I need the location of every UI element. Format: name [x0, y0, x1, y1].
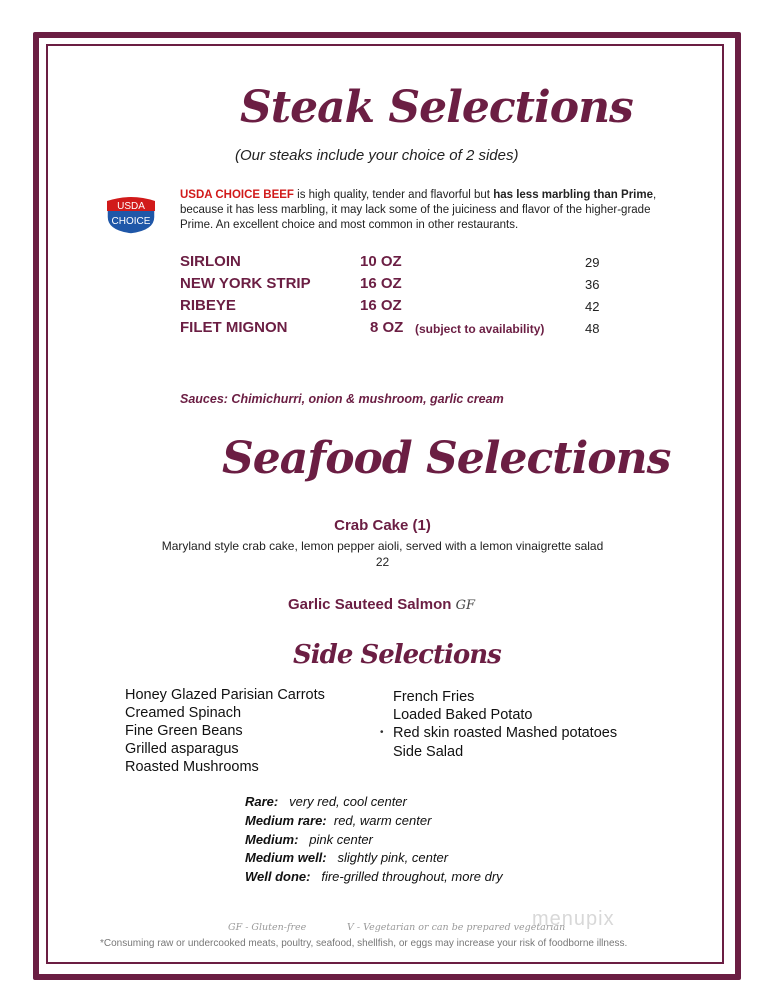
temp-item	[245, 869, 503, 884]
steak-item-price: 36	[585, 277, 600, 292]
temp-desc: pink center	[309, 832, 373, 847]
crab-cake-name: Crab Cake (1)	[334, 517, 431, 534]
steak-item-name: FILET MIGNON	[180, 319, 288, 336]
steak-item-price: 29	[585, 255, 600, 270]
usda-text-1: is high quality, tender and flavorful but	[293, 189, 494, 201]
steak-item-name: NEW YORK STRIP	[180, 275, 311, 292]
sides-title: Side Selections	[293, 640, 501, 670]
temp-label: Medium rare:	[245, 813, 327, 828]
steak-item-size: 10 OZ	[360, 253, 402, 270]
side-item: Creamed Spinach	[125, 705, 242, 721]
side-item: Side Salad	[393, 744, 464, 760]
temp-item	[245, 813, 431, 828]
usda-description	[180, 188, 680, 233]
side-item: Fine Green Beans	[125, 723, 243, 739]
temp-desc: very red, cool center	[289, 794, 407, 809]
temp-label: Medium:	[245, 832, 299, 847]
temp-item	[245, 832, 373, 847]
salmon-item	[288, 596, 475, 613]
side-item: Honey Glazed Parisian Carrots	[125, 687, 325, 703]
crab-cake-price: 22	[375, 555, 390, 569]
steak-item-size: 16 OZ	[360, 275, 402, 292]
badge-bottom-text: CHOICE	[111, 216, 151, 227]
steak-title: Steak Selections	[240, 82, 633, 133]
usda-choice-badge-icon	[105, 195, 157, 235]
side-item: Red skin roasted Mashed potatoes	[393, 725, 618, 741]
steak-subtitle: (Our steaks include your choice of 2 sides)	[235, 147, 519, 164]
gf-legend: GF - Gluten-free	[228, 922, 307, 933]
usda-bold-text: has less marbling than Prime	[493, 189, 653, 201]
v-legend: V - Vegetarian or can be prepared vegetarian	[347, 922, 566, 933]
side-item: Grilled asparagus	[125, 741, 239, 757]
seafood-title: Seafood Selections	[222, 433, 671, 484]
temp-desc: slightly pink, center	[337, 850, 449, 865]
salmon-gf-tag: GF	[455, 598, 475, 613]
temp-label: Rare:	[245, 794, 279, 809]
temp-desc: fire-grilled throughout, more dry	[321, 869, 503, 884]
steak-item-price: 48	[585, 321, 600, 336]
side-item: Roasted Mushrooms	[125, 759, 259, 775]
menupix-watermark: menupix	[532, 908, 615, 930]
steak-sauces: Sauces: Chimichurri, onion & mushroom, garlic cream	[180, 392, 504, 406]
usda-text-2: , because it has less marbling, it may lack some of the juiciness and flavor of the higher-grade Prime. An excellent choice and most common in other restaurants.	[180, 189, 657, 231]
salmon-name: Garlic Sauteed Salmon	[288, 596, 452, 613]
side-item: Loaded Baked Potato	[393, 707, 533, 723]
steak-item-price: 42	[585, 299, 600, 314]
badge-top-text: USDA	[117, 201, 145, 212]
side-item: French Fries	[393, 689, 475, 705]
steak-item-name: SIRLOIN	[180, 253, 241, 270]
temp-label: Medium well:	[245, 850, 327, 865]
temp-desc: red, warm center	[333, 813, 432, 828]
steak-item-size: 8 OZ	[370, 319, 404, 336]
crab-cake-description: Maryland style crab cake, lemon pepper aioli, served with a lemon vinaigrette salad	[161, 539, 604, 553]
bullet-dot-icon: •	[380, 727, 384, 738]
temp-item	[245, 794, 407, 809]
steak-item-note: (subject to availability)	[415, 322, 545, 336]
foodborne-warning: *Consuming raw or undercooked meats, poultry, seafood, shellfish, or eggs may increase your risk of foodborne illness.	[100, 938, 628, 949]
steak-item-size: 16 OZ	[360, 297, 402, 314]
temp-label: Well done:	[245, 869, 311, 884]
temp-item	[245, 850, 448, 865]
usda-label: USDA CHOICE BEEF	[180, 189, 294, 201]
steak-item-name: RIBEYE	[180, 297, 236, 314]
